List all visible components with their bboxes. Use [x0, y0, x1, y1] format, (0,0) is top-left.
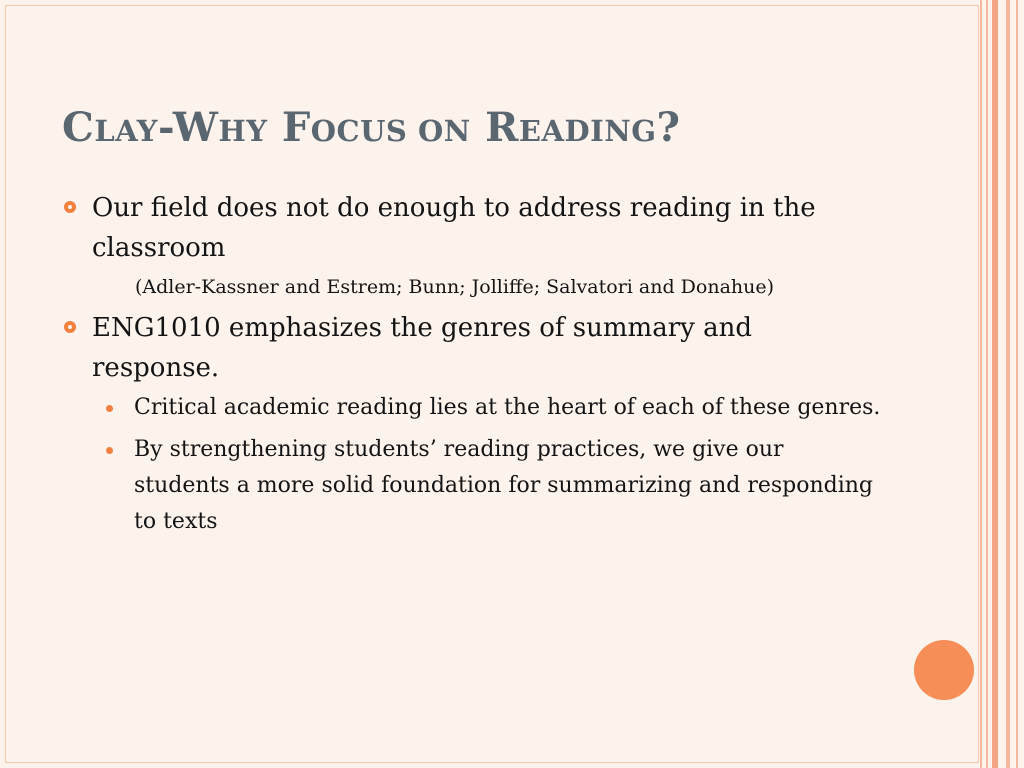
title-part: LAY — [94, 114, 158, 148]
bullet-item — [62, 308, 882, 540]
title-part: R — [470, 104, 519, 151]
bullet-list — [62, 188, 882, 546]
stripe — [980, 0, 982, 768]
stripe — [1016, 0, 1018, 768]
sub-bullet-text: Critical academic reading lies at the heart of each of these genres. — [134, 395, 881, 420]
sub-bullet-dot-icon — [106, 405, 113, 412]
bullet-item — [62, 188, 882, 268]
bullet-text: ENG1010 emphasizes the genres of summary and response. — [92, 313, 752, 383]
stripe — [986, 0, 988, 768]
decorative-circle — [914, 640, 974, 700]
title-part: C — [62, 104, 95, 151]
bullet-text: Our field does not do enough to address reading in the classroom — [92, 193, 816, 263]
title-part: HY — [218, 114, 268, 148]
title-part: EADING — [518, 114, 657, 148]
bullet-ring-icon — [64, 321, 76, 333]
title-part: ? — [656, 104, 681, 151]
stripe — [1006, 0, 1010, 768]
title-part: -W — [158, 104, 219, 151]
bullet-ring-icon — [64, 201, 76, 213]
title-part: OCUS ON — [310, 114, 471, 148]
sub-bullet-dot-icon — [106, 447, 113, 454]
sub-bullet-item — [92, 390, 882, 426]
sub-bullet-list — [92, 390, 882, 540]
stripe — [992, 0, 998, 768]
citation: (Adler-Kassner and Estrem; Bunn; Jolliffe; Salvatori and Donahue) — [135, 276, 775, 298]
decorative-side-stripes — [980, 0, 1024, 768]
title-part: F — [267, 104, 311, 151]
sub-bullet-item — [92, 432, 882, 540]
slide-title — [62, 104, 680, 151]
sub-bullet-text: By strengthening students’ reading practices, we give our students a more solid foundation for summarizing and responding to texts — [134, 437, 874, 534]
